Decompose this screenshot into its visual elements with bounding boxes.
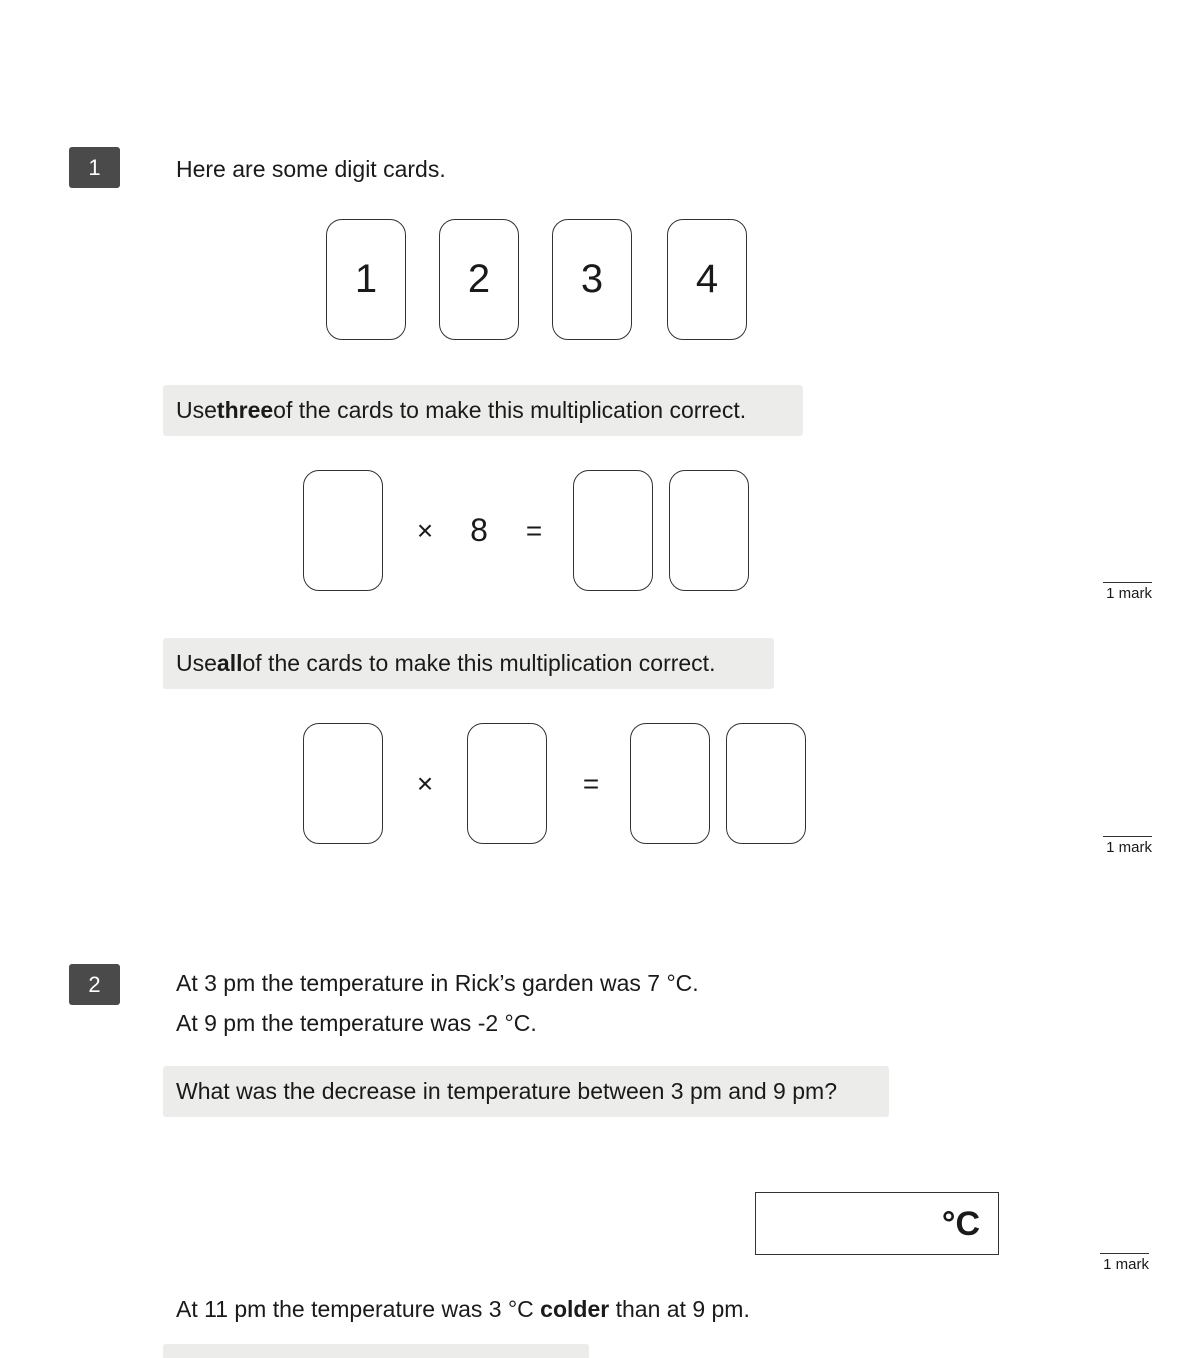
mark-label: 1 mark	[1100, 1253, 1149, 1273]
answer-card-slot[interactable]	[573, 470, 653, 591]
instruction-text: Use	[176, 650, 217, 676]
digit-card: 2	[439, 219, 519, 340]
question-statement	[176, 1295, 750, 1323]
statement-emphasis: colder	[540, 1296, 610, 1322]
times-sign: ×	[416, 515, 434, 546]
instruction-text: Use	[176, 397, 217, 423]
equals-sign: =	[525, 515, 543, 546]
statement-text: than at 9 pm.	[609, 1296, 750, 1322]
instruction-text: of the cards to make this multiplication correct.	[273, 397, 747, 423]
question-intro: Here are some digit cards.	[176, 156, 446, 182]
unit-label: °C	[941, 1205, 980, 1243]
digit-card: 3	[552, 219, 632, 340]
answer-card-slot[interactable]	[669, 470, 749, 591]
factor-value: 8	[470, 512, 488, 548]
question-number-badge: 1	[69, 147, 120, 188]
instruction-emphasis: three	[216, 397, 274, 423]
digit-card: 4	[667, 219, 747, 340]
mark-label: 1 mark	[1103, 582, 1152, 602]
statement-text: At 11 pm the temperature was 3 °C	[176, 1296, 541, 1322]
digit-card: 1	[326, 219, 406, 340]
times-sign: ×	[416, 768, 434, 799]
question-statement: At 9 pm the temperature was -2 °C.	[176, 1010, 537, 1036]
answer-card-slot[interactable]	[630, 723, 710, 844]
mark-label: 1 mark	[1103, 836, 1152, 856]
instruction-band-partial	[163, 1344, 589, 1358]
question-number-badge: 2	[69, 964, 120, 1005]
answer-input-box[interactable]	[755, 1192, 999, 1255]
question-prompt: What was the decrease in temperature between 3 pm and 9 pm?	[176, 1078, 837, 1104]
instruction-band	[163, 638, 774, 689]
question-statement: At 3 pm the temperature in Rick’s garden was 7 °C.	[176, 970, 699, 996]
instruction-band	[163, 1066, 889, 1117]
answer-card-slot[interactable]	[303, 470, 383, 591]
equals-sign: =	[582, 768, 600, 799]
instruction-text: of the cards to make this multiplication correct.	[242, 650, 716, 676]
instruction-band	[163, 385, 803, 436]
instruction-emphasis: all	[216, 650, 243, 676]
answer-card-slot[interactable]	[303, 723, 383, 844]
answer-card-slot[interactable]	[467, 723, 547, 844]
answer-card-slot[interactable]	[726, 723, 806, 844]
